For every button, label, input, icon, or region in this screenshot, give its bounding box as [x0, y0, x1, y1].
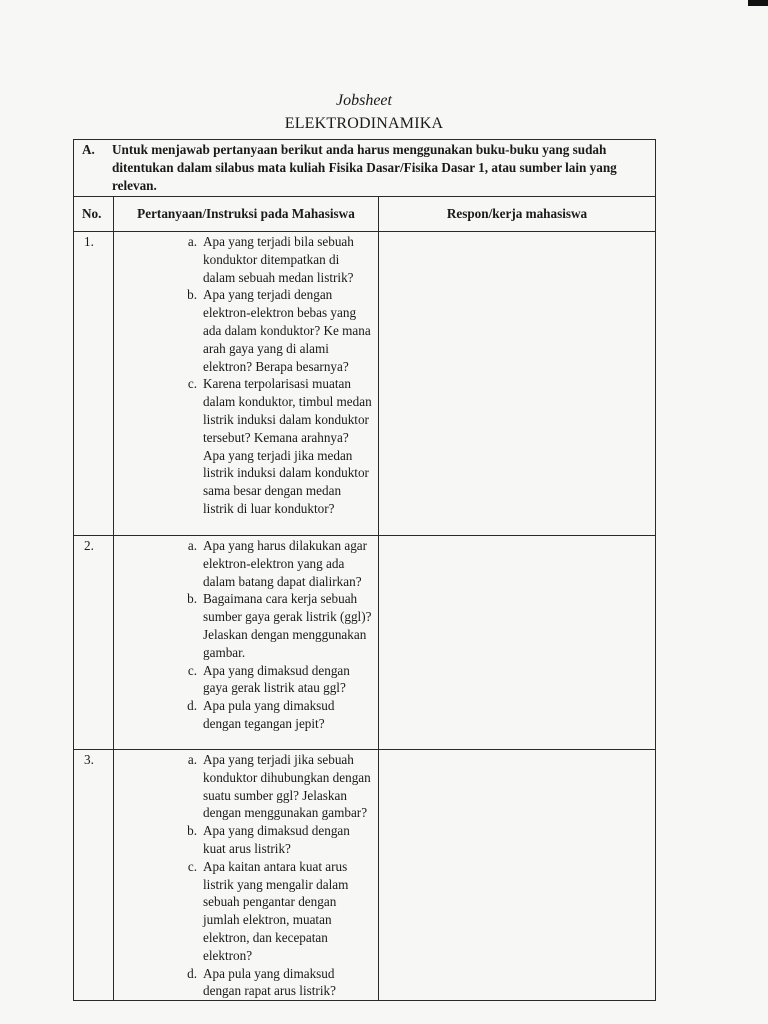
question-cell: [114, 232, 379, 536]
response-cell[interactable]: [379, 232, 656, 536]
question-text: Apa yang dimaksud dengan gaya gerak listrik atau ggl?: [203, 662, 350, 696]
question-letter: a.: [187, 538, 197, 553]
question-text: Bagaimana cara kerja sebuah sumber gaya gerak listrik (ggl)? Jelaskan dengan menggunakan gambar.: [203, 591, 372, 660]
row-number: 3.: [74, 750, 114, 1001]
question-item: [114, 858, 372, 965]
document-subtitle: ELEKTRODINAMIKA: [284, 115, 444, 132]
table-row: [74, 750, 656, 1001]
question-letter: c.: [187, 858, 197, 874]
question-item: [114, 590, 372, 661]
question-item: [114, 697, 372, 733]
question-text: Apa pula yang dimaksud dengan tegangan jepit?: [203, 698, 335, 731]
question-text: Apa kaitan antara kuat arus listrik yang mengalir dalam sebuah pengantar dengan jumlah elektron, muatan elektron, dan kecepatan elektron?: [203, 858, 349, 963]
question-letter: b.: [187, 287, 197, 303]
header-no: No.: [74, 197, 114, 232]
question-item: [114, 751, 372, 822]
jobsheet-table: [73, 139, 656, 1001]
table-row: [74, 536, 656, 750]
question-text: Apa yang terjadi jika sebuah konduktor dihubungkan dengan suatu sumber ggl? Jelaskan dengan menggunakan gambar?: [203, 752, 371, 821]
question-item: [114, 965, 372, 1001]
intro-letter: A.: [82, 142, 95, 157]
question-letter: d.: [187, 965, 197, 981]
row-number: 2.: [74, 536, 114, 750]
question-item: [114, 822, 372, 858]
question-letter: a.: [187, 234, 197, 249]
question-letter: b.: [187, 823, 197, 839]
question-text: Karena terpolarisasi muatan dalam konduktor, timbul medan listrik induksi dalam konduktor tersebut? Kemana arahnya? Apa yang terjadi jika medan listrik induksi dalam konduktor sama besar dengan medan listrik di luar konduktor?: [203, 376, 372, 516]
intro-row: [74, 140, 656, 197]
table-row: [74, 232, 656, 536]
header-question: Pertanyaan/Instruksi pada Mahasiswa: [114, 197, 379, 232]
question-cell: [114, 536, 379, 750]
header-response: Respon/kerja mahasiswa: [379, 197, 656, 232]
question-item: [114, 286, 372, 375]
question-text: Apa yang harus dilakukan agar elektron-elektron yang ada dalam batang dapat dialirkan?: [203, 538, 368, 589]
question-item: [114, 662, 372, 698]
question-item: [114, 537, 372, 590]
scan-corner-mark: [748, 0, 768, 6]
document-title: Jobsheet: [336, 92, 392, 109]
question-letter: a.: [187, 752, 197, 767]
question-letter: d.: [187, 698, 197, 714]
question-text: Apa pula yang dimaksud dengan rapat arus listrik?: [203, 965, 336, 999]
question-letter: c.: [187, 376, 197, 392]
header-row: [74, 197, 656, 232]
question-letter: c.: [187, 662, 197, 678]
question-text: Apa yang terjadi bila sebuah konduktor ditempatkan di dalam sebuah medan listrik?: [203, 234, 354, 285]
question-text: Apa yang terjadi dengan elektron-elektron bebas yang ada dalam konduktor? Ke mana arah gaya yang di alami elektron? Berapa besarnya?: [203, 287, 371, 374]
response-cell[interactable]: [379, 750, 656, 1001]
question-item: [114, 375, 372, 517]
question-text: Apa yang dimaksud dengan kuat arus listrik?: [203, 823, 350, 856]
intro-text: Untuk menjawab pertanyaan berikut anda harus menggunakan buku-buku yang sudah ditentukan dalam silabus mata kuliah Fisika Dasar/Fisika Dasar 1, atau sumber lain yang relevan.: [112, 142, 617, 193]
intro-cell: [74, 140, 656, 197]
question-item: [114, 233, 372, 286]
response-cell[interactable]: [379, 536, 656, 750]
question-letter: b.: [187, 591, 197, 607]
row-number: 1.: [74, 232, 114, 536]
question-cell: [114, 750, 379, 1001]
